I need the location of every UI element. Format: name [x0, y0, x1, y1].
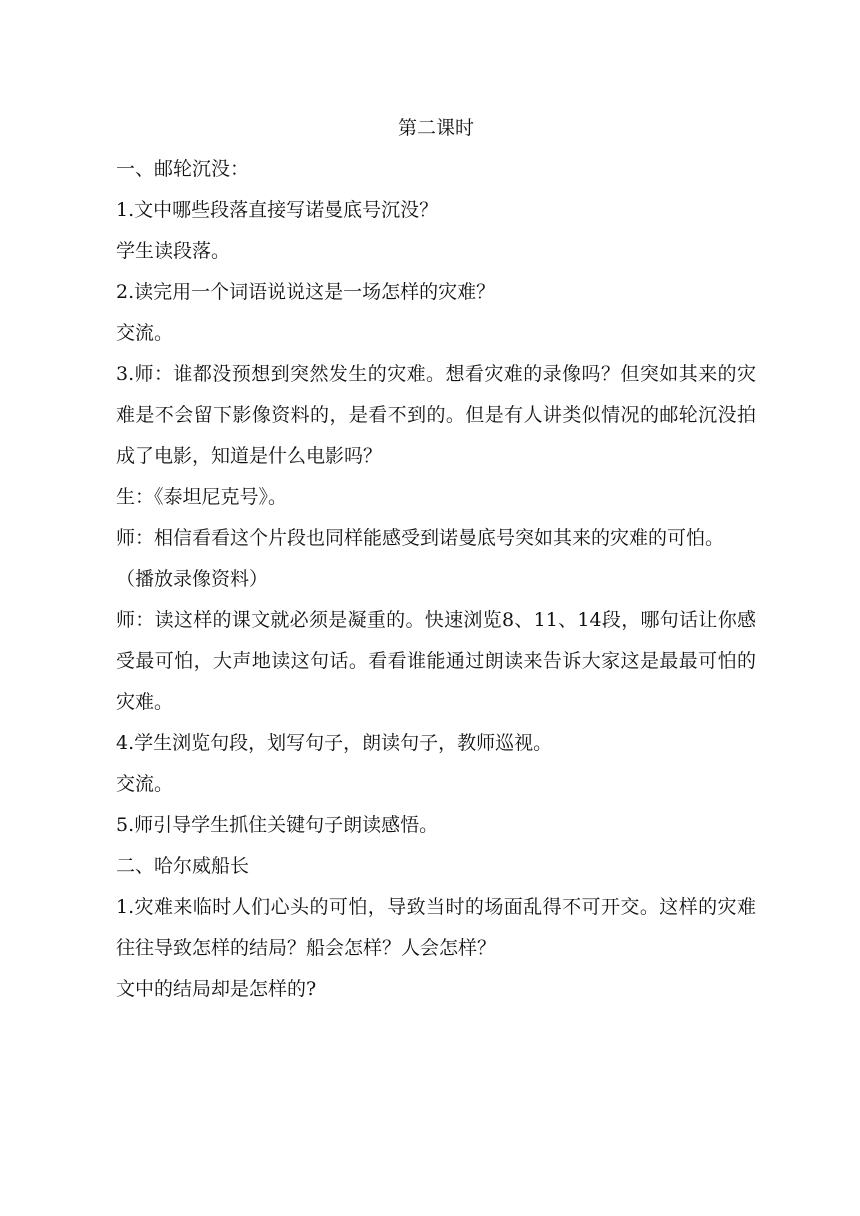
lesson-title: 第二课时 — [397, 117, 474, 139]
teacher-prompt-3: 3.师：谁都没预想到突然发生的灾难。想看灾难的录像吗？但突如其来的灾难是不会留下影像资料的，是看不到的。但是有人讲类似情况的邮轮沉没拍成了电影，知道是什么电影吗？ — [116, 363, 756, 467]
video-note: （播放录像资料） — [116, 568, 269, 590]
question-2: 2.读完用一个词语说说这是一场怎样的灾难？ — [116, 281, 496, 303]
question-captain-1: 1.灾难来临时人们心头的可怕，导致当时的场面乱得不可开交。这样的灾难往往导致怎样的结局？船会怎样？人会怎样？ — [116, 896, 756, 959]
question-ending: 文中的结局却是怎样的? — [116, 978, 317, 1000]
discussion-note: 交流。 — [116, 322, 174, 344]
section-heading-ship-sinking: 一、邮轮沉没： — [116, 158, 250, 180]
student-activity: 学生读段落。 — [116, 240, 231, 262]
discussion-note-2: 交流。 — [116, 773, 174, 795]
student-answer: 生：《泰坦尼克号》。 — [116, 486, 288, 508]
step-4: 4.学生浏览句段，划写句子，朗读句子，教师巡视。 — [116, 732, 553, 754]
document-body — [116, 108, 756, 1010]
step-5: 5.师引导学生抓住关键句子朗读感悟。 — [116, 814, 439, 836]
teacher-instruction: 师：读这样的课文就必须是凝重的。快速浏览8、11、14段，哪句话让你感受最可怕，大声地读这句话。看看谁能通过朗读来告诉大家这是最最可怕的灾难。 — [116, 609, 756, 713]
section-heading-captain: 二、哈尔威船长 — [116, 855, 250, 877]
question-1: 1.文中哪些段落直接写诺曼底号沉没？ — [116, 199, 439, 221]
teacher-remark: 师：相信看看这个片段也同样能感受到诺曼底号突如其来的灾难的可怕。 — [116, 527, 725, 549]
